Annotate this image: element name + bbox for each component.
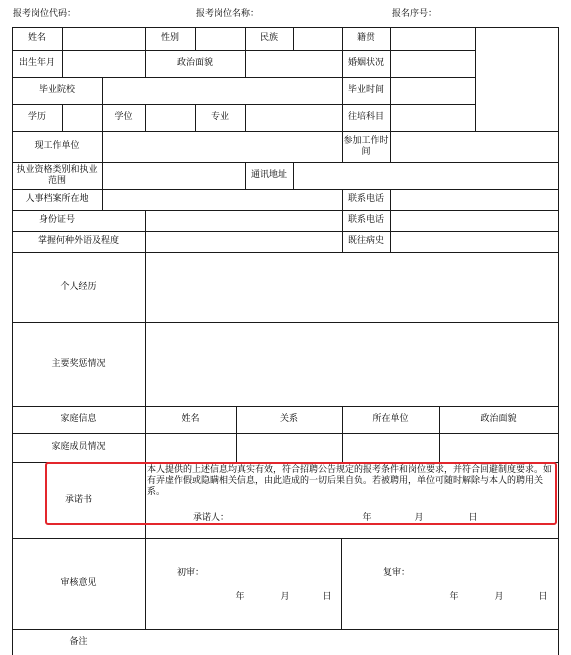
id-number-label: 身份证号 xyxy=(38,215,75,225)
grid-line xyxy=(145,252,146,629)
archive-location-label: 人事档案所在地 xyxy=(25,194,89,204)
first-review-year: 年 xyxy=(235,591,245,602)
grid-line xyxy=(102,131,103,210)
grid-line xyxy=(390,27,391,131)
family-column-political-status: 政治面貌 xyxy=(480,414,517,424)
birth-date-label: 出生年月 xyxy=(18,58,55,68)
pledge-signer-label: 承诺人： xyxy=(193,512,230,523)
current-employer-label: 现工作单位 xyxy=(34,141,80,151)
work-start-time-label: 参加工作时间 xyxy=(343,135,389,157)
second-review-year: 年 xyxy=(449,591,459,602)
family-column-relation: 关系 xyxy=(279,414,298,424)
grid-line xyxy=(293,162,294,189)
family-column-name: 姓名 xyxy=(181,414,200,424)
grid-line xyxy=(195,27,196,50)
graduated-school-label: 毕业院校 xyxy=(38,85,75,95)
training-subject-label: 往培科目 xyxy=(347,112,384,122)
first-review-day: 日 xyxy=(322,591,332,602)
grid-line xyxy=(62,104,63,131)
grid-line xyxy=(293,27,294,50)
gender-label: 性别 xyxy=(160,33,179,43)
serial-number-label: 报名序号： xyxy=(392,9,438,19)
phone-label-2: 联系电话 xyxy=(347,215,384,225)
pledge-text: 本人提供的上述信息均真实有效，符合招聘公告规定的报考条件和岗位要求，并符合回避制度要求。如有弄虚作假或隐瞒相关信息，由此造成的一切后果自负。若被聘用，单位可随时解除与本人的聘用关系。 xyxy=(147,465,553,497)
education-label: 学历 xyxy=(27,112,46,122)
qualification-label: 执业资格类别和执业范围 xyxy=(16,164,98,186)
first-review-month: 月 xyxy=(280,591,290,602)
second-review-day: 日 xyxy=(538,591,548,602)
major-label: 专业 xyxy=(210,112,229,122)
family-info-label: 家庭信息 xyxy=(60,414,97,424)
grid-line xyxy=(245,104,246,131)
grid-line xyxy=(145,104,146,131)
grid-line xyxy=(390,189,391,252)
phone-label: 联系电话 xyxy=(347,194,384,204)
grid-line xyxy=(145,210,146,252)
marital-status-label: 婚姻状况 xyxy=(347,58,384,68)
native-place-label: 籍贯 xyxy=(356,33,375,43)
remarks-label: 备注 xyxy=(69,636,88,647)
pledge-highlight-box xyxy=(45,462,557,525)
name-label: 姓名 xyxy=(27,33,46,43)
grid-line xyxy=(245,50,246,77)
awards-label: 主要奖惩情况 xyxy=(51,358,106,369)
grid-line xyxy=(475,27,476,131)
grid-line xyxy=(102,77,103,104)
pledge-day-label: 日 xyxy=(468,512,478,523)
first-review-label: 初审： xyxy=(177,567,205,578)
political-status-label: 政治面貌 xyxy=(176,58,213,68)
pledge-year-label: 年 xyxy=(362,512,372,523)
position-name-label: 报考岗位名称： xyxy=(196,9,260,19)
grid-line xyxy=(341,538,342,629)
family-members-label: 家庭成员情况 xyxy=(51,442,106,452)
grid-line xyxy=(390,131,391,162)
resume-label: 个人经历 xyxy=(60,281,97,292)
foreign-language-label: 掌握何种外语及程度 xyxy=(37,236,119,246)
address-label: 通讯地址 xyxy=(250,170,287,180)
second-review-label: 复审： xyxy=(383,567,411,578)
degree-label: 学位 xyxy=(114,112,133,122)
second-review-month: 月 xyxy=(494,591,504,602)
pledge-month-label: 月 xyxy=(414,512,424,523)
grid-line xyxy=(558,27,559,655)
medical-history-label: 既往病史 xyxy=(347,236,384,246)
family-column-employer: 所在单位 xyxy=(372,414,409,424)
review-opinion-label: 审核意见 xyxy=(60,578,97,588)
graduation-time-label: 毕业时间 xyxy=(347,85,384,95)
position-code-label: 报考岗位代码： xyxy=(13,9,77,19)
grid-line xyxy=(62,50,63,77)
ethnicity-label: 民族 xyxy=(259,33,278,43)
pledge-label: 承诺书 xyxy=(64,494,92,505)
grid-line xyxy=(62,27,63,50)
